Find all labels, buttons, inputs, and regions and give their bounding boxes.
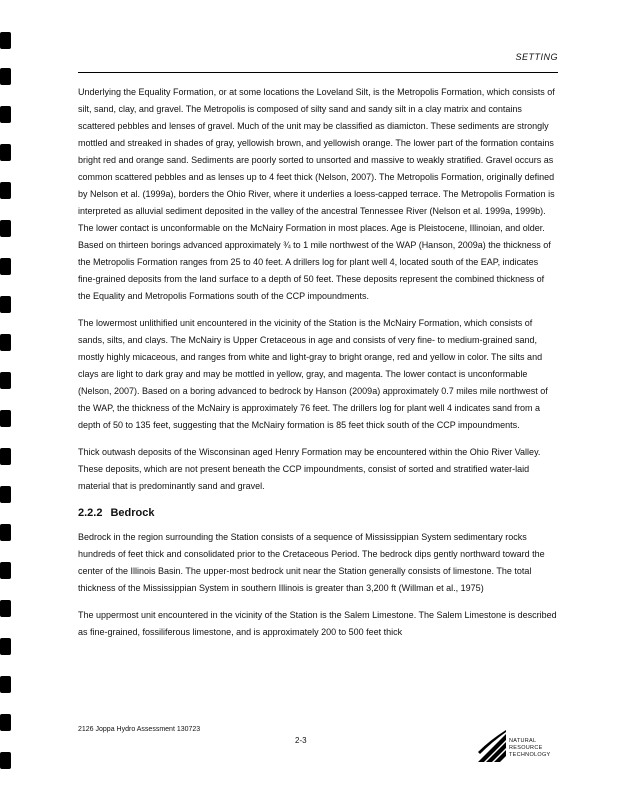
binder-hole <box>0 106 11 123</box>
binder-hole <box>0 220 11 237</box>
binder-hole <box>0 486 11 503</box>
binder-hole <box>0 638 11 655</box>
binder-hole <box>0 562 11 579</box>
logo-line: TECHNOLOGY <box>509 752 551 758</box>
footer-document: 2126 Joppa Hydro Assessment 130723 <box>78 726 201 733</box>
section-title: Bedrock <box>110 507 155 519</box>
logo-text <box>509 738 551 759</box>
binder-holes <box>0 0 14 800</box>
binder-hole <box>0 676 11 693</box>
binder-hole <box>0 258 11 275</box>
binder-hole <box>0 448 11 465</box>
paragraph-mcnairy: The lowermost unlithified unit encountered in the vicinity of the Station is the McNairy Formation, which consists of sands, silts, and clays. The McNairy is Upper Cretaceous in age and consists of very fine- to medium-grained sand, mostly highly micaceous, and ranges from white and light-gray to bright orange, red and yellow in color. The silts and clays are light to dark gray and may be mottled in yellow, gray, and magenta. The lower contact is unconformable (Nelson, 2007). Based on a boring advanced to bedrock by Hanson (2009a) approximately 0.7 miles mile northwest of the WAP, the thickness of the McNairy is approximately 76 feet. The drillers log for plant well 4 indicates sand from a depth of 50 to 135 feet, suggesting that the McNairy formation is 85 feet thick south of the CCP impoundments. <box>78 318 548 430</box>
binder-hole <box>0 410 11 427</box>
binder-hole <box>0 68 11 85</box>
paragraph-bedrock: Bedrock in the region surrounding the Station consists of a sequence of Mississippian System sedimentary rocks hundreds of feet thick and consolidated prior to the Cretaceous Period. The bedrock dips gently northward toward the center of the Illinois Basin. The upper-most bedrock unit near the Station generally consists of limestone. The total thickness of the Mississippian System in southern Illinois is greater than 3,200 ft (Willman et al., 1975) <box>78 532 545 593</box>
binder-hole <box>0 32 11 49</box>
section-header: SETTING <box>515 52 558 62</box>
paragraph-henry: Thick outwash deposits of the Wisconsinan aged Henry Formation may be encountered within the Ohio River Valley. These deposits, which are not present beneath the CCP impoundments, consist of sorted and stratified water-laid material that is predominantly sand and gravel. <box>78 447 541 491</box>
binder-hole <box>0 600 11 617</box>
binder-hole <box>0 334 11 351</box>
section-number: 2.2.2 <box>78 507 103 519</box>
logo-line: RESOURCE <box>509 745 543 751</box>
binder-hole <box>0 372 11 389</box>
page-body <box>78 84 558 651</box>
logo-line: NATURAL <box>509 738 537 744</box>
binder-hole <box>0 714 11 731</box>
paragraph-metropolis: Underlying the Equality Formation, or at some locations the Loveland Silt, is the Metropolis Formation, which consists of silt, sand, clay, and gravel. The Metropolis is composed of silty sand and sandy silt in a clay matrix and contains scattered pebbles and lenses of gravel. Much of the unit may be classified as diamicton. These sediments are strongly mottled and streaked in shades of gray, yellowish brown, and yellowish orange. The lower part of the formation contains bright red and orange sand. Sediments are poorly sorted to unsorted and massive to weakly stratified. Gravel occurs as common scattered pebbles and as lenses up to 4 feet thick (Nelson, 2007). The Metropolis Formation, originally defined by Nelson et al. (1999a), borders the Ohio River, where it underlies a loess-capped terrace. The Metropolis Formation is interpreted as alluvial sediment deposited in the valley of the ancestral Tennessee River (Nelson et al. 1999a, 1999b). The lower contact is unconformable on the McNairy Formation in most places. Age is Pleistocene, Illinoian, and older. Based on thirteen borings advanced approximately ¾ to 1 mile northwest of the WAP (Hanson, 2009a) the thickness of the Metropolis Formation ranges from 25 to 40 feet. A drillers log for plant well 4, located south of the EAP, indicates fine-grained deposits from the land surface to a depth of 50 feet. These deposits represent the combined thickness of the Equality and Metropolis Formations south of the CCP impoundments. <box>78 87 555 301</box>
company-logo <box>476 728 556 768</box>
logo-mark-icon <box>476 728 508 764</box>
binder-hole <box>0 524 11 541</box>
binder-hole <box>0 144 11 161</box>
binder-hole <box>0 752 11 769</box>
binder-hole <box>0 182 11 199</box>
binder-hole <box>0 296 11 313</box>
paragraph-salem: The uppermost unit encountered in the vicinity of the Station is the Salem Limestone. The Salem Limestone is described as fine-grained, fossiliferous limestone, and is approximately 200 to 500 feet thick <box>78 610 557 637</box>
header-rule <box>78 72 558 73</box>
page-number: 2-3 <box>295 736 307 745</box>
section-heading <box>78 505 558 521</box>
